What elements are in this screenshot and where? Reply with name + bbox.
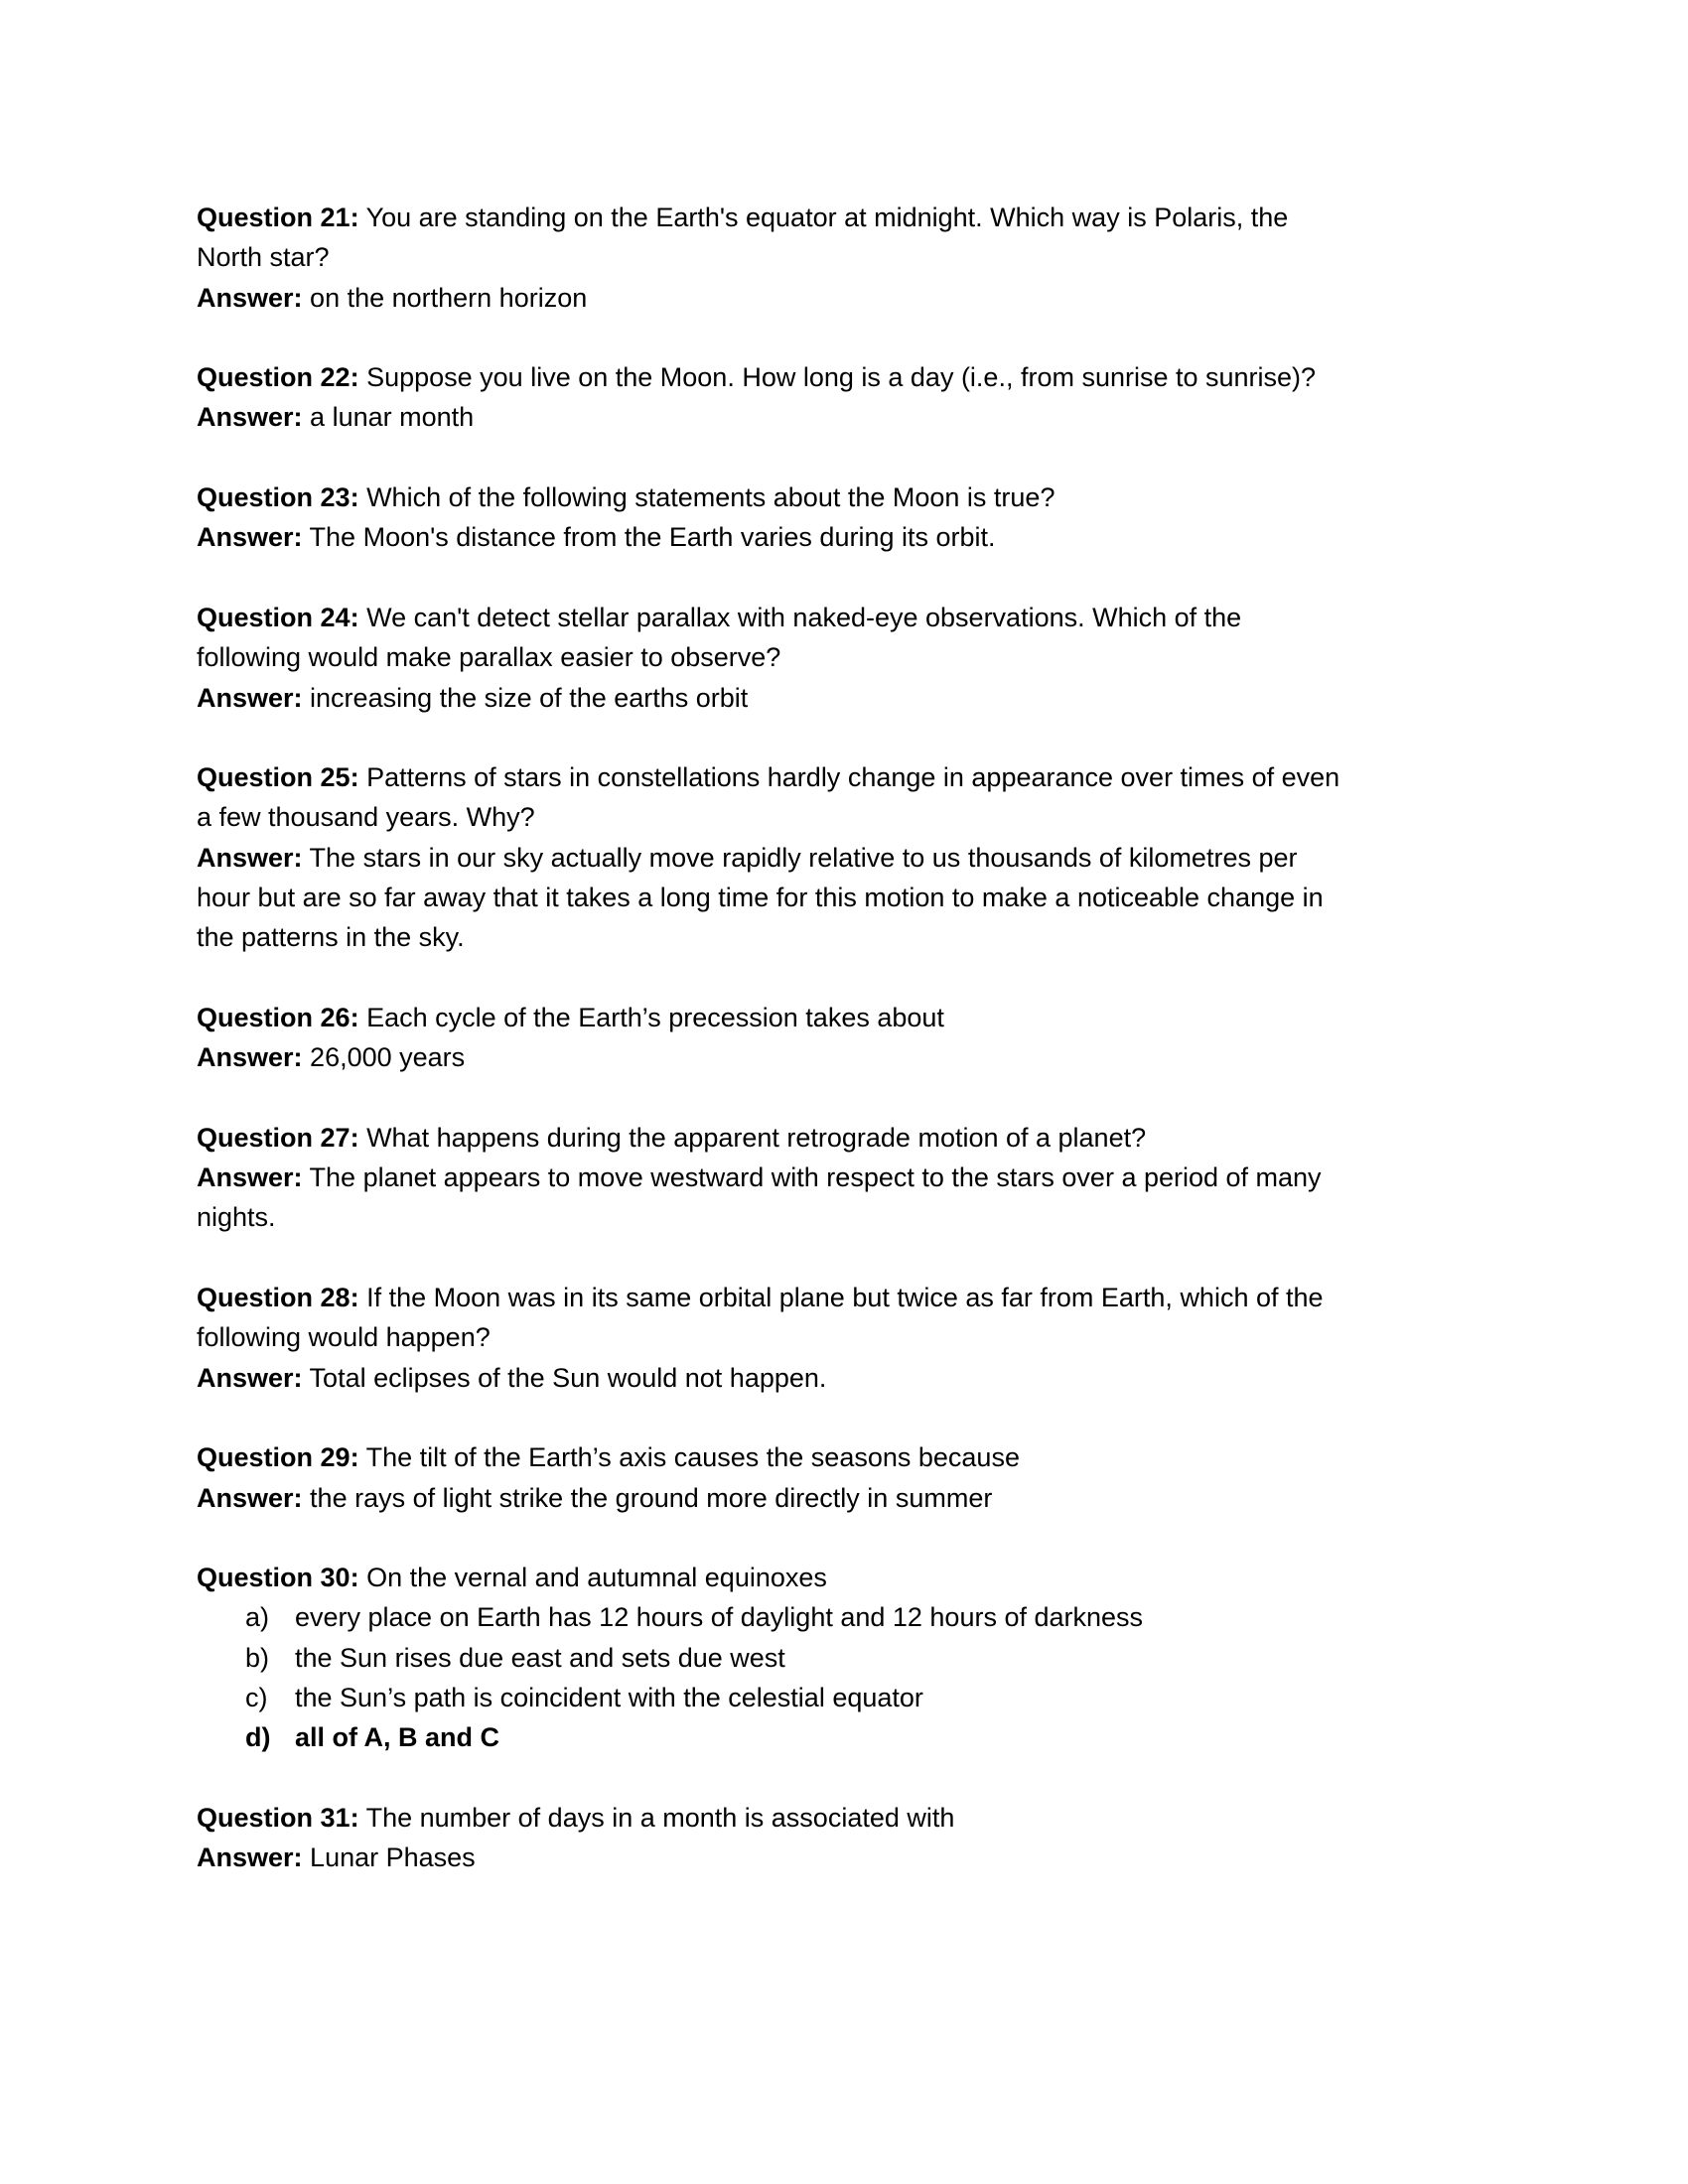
answer-line xyxy=(197,678,1339,718)
question-number: 24: xyxy=(320,602,359,632)
answer-label: Answer: xyxy=(197,1042,303,1073)
question-line xyxy=(197,1798,1339,1838)
answer-text: the patterns in the sky. xyxy=(197,922,465,953)
question-text: Suppose you live on the Moon. How long is a day (i.e., from sunrise to sunrise)? xyxy=(366,362,1317,393)
question-number: 21: xyxy=(320,203,359,232)
question-block xyxy=(197,1798,1339,1878)
answer-line xyxy=(197,1358,1339,1398)
answer-line xyxy=(197,1478,1339,1518)
question-label xyxy=(197,1563,359,1592)
answer-line xyxy=(197,278,1339,318)
question-label xyxy=(197,1123,359,1153)
question-word: Question xyxy=(197,203,314,232)
question-text: following would happen? xyxy=(197,1322,491,1353)
question-number: 27: xyxy=(320,1122,359,1153)
option xyxy=(197,1638,1339,1678)
question-line xyxy=(197,1317,1339,1357)
answer-line xyxy=(197,917,1339,957)
question-label xyxy=(197,1283,359,1312)
question-block xyxy=(197,478,1339,558)
answer-label: Answer: xyxy=(197,842,303,873)
question-block xyxy=(197,1437,1339,1518)
answer-line xyxy=(197,1197,1339,1237)
question-line xyxy=(197,637,1339,677)
question-text: If the Moon was in its same orbital plane but twice as far from Earth, which of the xyxy=(366,1283,1324,1313)
spacer xyxy=(197,718,1339,757)
question-block xyxy=(197,1278,1339,1398)
answer-line xyxy=(197,1838,1339,1877)
question-word: Question xyxy=(197,1283,314,1313)
answer-text: increasing the size of the earths orbit xyxy=(310,682,749,713)
answer-text: Total eclipses of the Sun would not happen. xyxy=(309,1362,827,1393)
spacer xyxy=(197,438,1339,478)
question-number: 22: xyxy=(320,362,359,393)
question-number: 23: xyxy=(320,482,359,513)
question-line xyxy=(197,1278,1339,1317)
question-line xyxy=(197,1437,1339,1477)
question-text: following would make parallax easier to observe? xyxy=(197,642,781,673)
correct-option xyxy=(197,1717,1339,1757)
question-text: North star? xyxy=(197,242,330,273)
question-line xyxy=(197,357,1339,397)
question-text: Which of the following statements about the Moon is true? xyxy=(366,482,1055,513)
option xyxy=(197,1678,1339,1717)
question-number: 26: xyxy=(320,1002,359,1032)
spacer xyxy=(197,1518,1339,1558)
question-text: The tilt of the Earth’s axis causes the seasons because xyxy=(365,1442,1020,1473)
option-label: c) xyxy=(245,1682,268,1712)
spacer xyxy=(197,318,1339,357)
question-line xyxy=(197,797,1339,837)
answer-line xyxy=(197,1037,1339,1077)
option-text: all of A, B and C xyxy=(295,1722,500,1753)
answer-text: the rays of light strike the ground more directly in summer xyxy=(310,1482,993,1513)
answer-line xyxy=(197,1158,1339,1197)
question-label xyxy=(197,762,359,792)
answer-label: Answer: xyxy=(197,1482,303,1513)
question-word: Question xyxy=(197,762,314,793)
answer-text: a lunar month xyxy=(310,402,475,433)
spacer xyxy=(197,1398,1339,1437)
question-line xyxy=(197,478,1339,517)
question-word: Question xyxy=(197,1563,314,1593)
question-text: a few thousand years. Why? xyxy=(197,802,535,833)
question-block xyxy=(197,198,1339,318)
question-word: Question xyxy=(197,1442,314,1473)
answer-text: The planet appears to move westward with respect to the stars over a period of many xyxy=(309,1162,1322,1193)
spacer xyxy=(197,558,1339,598)
question-text: On the vernal and autumnal equinoxes xyxy=(366,1563,827,1593)
spacer xyxy=(197,1078,1339,1118)
answer-line xyxy=(197,838,1339,878)
document-body xyxy=(197,198,1339,1877)
answer-label: Answer: xyxy=(197,282,303,313)
question-block xyxy=(197,998,1339,1078)
question-word: Question xyxy=(197,1802,314,1833)
spacer xyxy=(197,958,1339,998)
answer-label: Answer: xyxy=(197,1843,303,1873)
question-number: 28: xyxy=(320,1283,359,1313)
answer-text: Lunar Phases xyxy=(310,1843,476,1873)
question-word: Question xyxy=(197,1122,314,1153)
answer-text: 26,000 years xyxy=(310,1042,466,1073)
answer-text: The Moon's distance from the Earth varies during its orbit. xyxy=(309,522,996,553)
option-text: the Sun rises due east and sets due west xyxy=(295,1642,785,1673)
question-text: You are standing on the Earth's equator at midnight. Which way is Polaris, the xyxy=(365,203,1289,232)
answer-text: hour but are so far away that it takes a long time for this motion to make a noticeable change in xyxy=(197,883,1324,913)
question-line xyxy=(197,598,1339,637)
question-line xyxy=(197,237,1339,277)
question-text: What happens during the apparent retrograde motion of a planet? xyxy=(366,1122,1147,1153)
question-word: Question xyxy=(197,362,314,393)
question-block xyxy=(197,1118,1339,1238)
question-word: Question xyxy=(197,1002,314,1032)
option-label: a) xyxy=(245,1602,270,1633)
question-label xyxy=(197,482,359,512)
option-text: every place on Earth has 12 hours of daylight and 12 hours of darkness xyxy=(295,1602,1144,1633)
answer-line xyxy=(197,878,1339,917)
question-label xyxy=(197,1803,359,1833)
answer-line xyxy=(197,517,1339,557)
question-block xyxy=(197,1558,1339,1757)
question-number: 30: xyxy=(320,1563,359,1593)
question-label xyxy=(197,1442,359,1472)
answer-label: Answer: xyxy=(197,1162,303,1193)
option-label: d) xyxy=(245,1722,271,1753)
question-line xyxy=(197,998,1339,1037)
question-line xyxy=(197,198,1339,237)
question-block xyxy=(197,357,1339,438)
answer-label: Answer: xyxy=(197,402,303,433)
option-text: the Sun’s path is coincident with the celestial equator xyxy=(295,1682,923,1712)
question-number: 31: xyxy=(320,1802,359,1833)
question-label xyxy=(197,362,359,392)
question-line xyxy=(197,757,1339,797)
answer-text: The stars in our sky actually move rapidly relative to us thousands of kilometres per xyxy=(309,842,1298,873)
question-text: Patterns of stars in constellations hardly change in appearance over times of even xyxy=(366,762,1340,793)
question-block xyxy=(197,598,1339,718)
answer-text: on the northern horizon xyxy=(310,282,588,313)
question-text: The number of days in a month is associated with xyxy=(365,1802,955,1833)
answer-label: Answer: xyxy=(197,682,303,713)
question-label xyxy=(197,203,359,232)
question-block xyxy=(197,757,1339,957)
question-number: 29: xyxy=(320,1442,359,1473)
question-line xyxy=(197,1118,1339,1158)
question-number: 25: xyxy=(320,762,359,793)
question-word: Question xyxy=(197,482,314,513)
option xyxy=(197,1597,1339,1637)
spacer xyxy=(197,1758,1339,1798)
question-text: We can't detect stellar parallax with naked-eye observations. Which of the xyxy=(366,602,1242,632)
question-word: Question xyxy=(197,602,314,632)
spacer xyxy=(197,1238,1339,1278)
option-label: b) xyxy=(245,1642,270,1673)
question-label xyxy=(197,1003,359,1032)
question-line xyxy=(197,1558,1339,1597)
question-label xyxy=(197,603,359,632)
answer-line xyxy=(197,397,1339,437)
answer-label: Answer: xyxy=(197,1362,303,1393)
answer-label: Answer: xyxy=(197,522,303,553)
answer-text: nights. xyxy=(197,1202,276,1233)
question-text: Each cycle of the Earth’s precession takes about xyxy=(366,1002,944,1032)
